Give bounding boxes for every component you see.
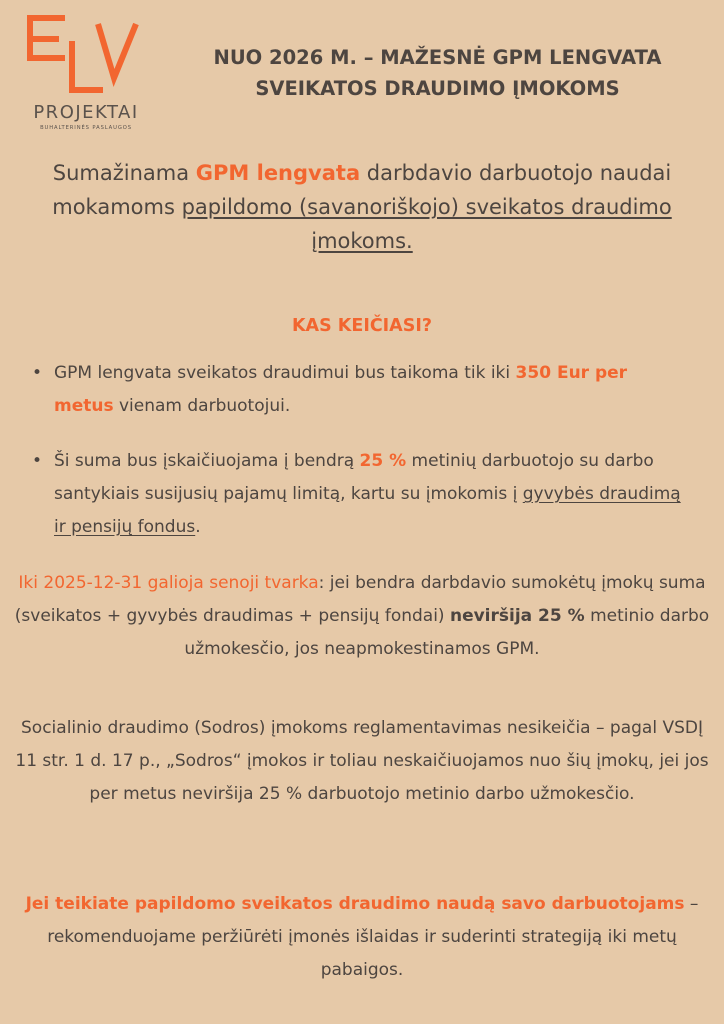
page-title [175, 42, 700, 104]
bullet-1-text-end: vienam darbuotojui. [113, 396, 291, 416]
intro-underlined-text: papildomo (savanoriškojo) sveikatos draudimo įmokoms. [181, 195, 672, 253]
bullet-2-text-end: . [195, 517, 201, 537]
sodra-paragraph: Socialinio draudimo (Sodros) įmokoms reglamentavimas nesikeičia – pagal VSDĮ 11 str. 1 d. 17 p., „Sodros“ įmokos ir toliau neskaičiuojamos nuo šių įmokų, jei jos per metus neviršija 25 % darbuotojo metinio darbo užmokesčio. [15, 718, 709, 804]
old-rules-text-start: : jei bendra darbdavio sumokėtų įmokų suma (sveikatos + gyvybės draudimas + pensijų fondai) [14, 573, 706, 626]
old-rules-bold: neviršija 25 % [449, 606, 585, 626]
recommendation-text: – rekomenduojame peržiūrėti įmonės išlaidas ir suderinti strategiją iki metų pabaigos. [47, 894, 699, 980]
recommendation-highlight: Jei teikiate papildomo sveikatos draudimo naudą savo darbuotojams [25, 894, 685, 914]
bullet-item-total-limit [32, 445, 692, 544]
elv-logo-mark [22, 14, 147, 104]
old-rules-paragraph [14, 567, 710, 666]
bullet-2-text-middle: metinių darbuotojo su darbo santykiais susijusių pajamų limitą, kartu su įmokomis į [54, 451, 654, 504]
old-rules-text-end: metinio darbo užmokesčio, jos neapmokestinamos GPM. [184, 606, 710, 659]
bullet-item-limit [32, 357, 692, 423]
bullet-list [32, 357, 692, 544]
bullet-1-text-start: GPM lengvata sveikatos draudimui bus taikoma tik iki [54, 363, 516, 383]
bullet-2-underlined-text: gyvybės draudimą ir pensijų fondus [54, 484, 681, 537]
recommendation-paragraph [14, 888, 710, 987]
bullet-dot-icon: • [32, 363, 43, 383]
old-rules-accent: Iki 2025-12-31 galioja senoji tvarka [18, 573, 319, 593]
company-logo [22, 14, 147, 132]
section-heading: KAS KEIČIASI? [292, 316, 432, 336]
intro-text-start: Sumažinama [52, 161, 196, 185]
bullet-2-highlight: 25 % [359, 451, 407, 471]
bullet-2-text-start: Ši suma bus įskaičiuojama į bendrą [54, 451, 360, 471]
intro-paragraph [10, 156, 714, 258]
intro-text-middle: darbdavio darbuotojo naudai mokamoms [52, 161, 672, 219]
logo-wordmark: PROJEKTAI [33, 102, 139, 123]
page-title-line-2: SVEIKATOS DRAUDIMO ĮMOKOMS [255, 77, 620, 100]
bullet-1-highlight: 350 Eur per metus [54, 363, 628, 416]
bullet-dot-icon: • [32, 451, 43, 471]
intro-highlight: GPM lengvata [195, 161, 361, 185]
logo-subtitle: BUHALTERINĖS PASLAUGOS [40, 125, 132, 131]
page-title-line-1: NUO 2026 M. – MAŽESNĖ GPM LENGVATA [213, 46, 662, 69]
